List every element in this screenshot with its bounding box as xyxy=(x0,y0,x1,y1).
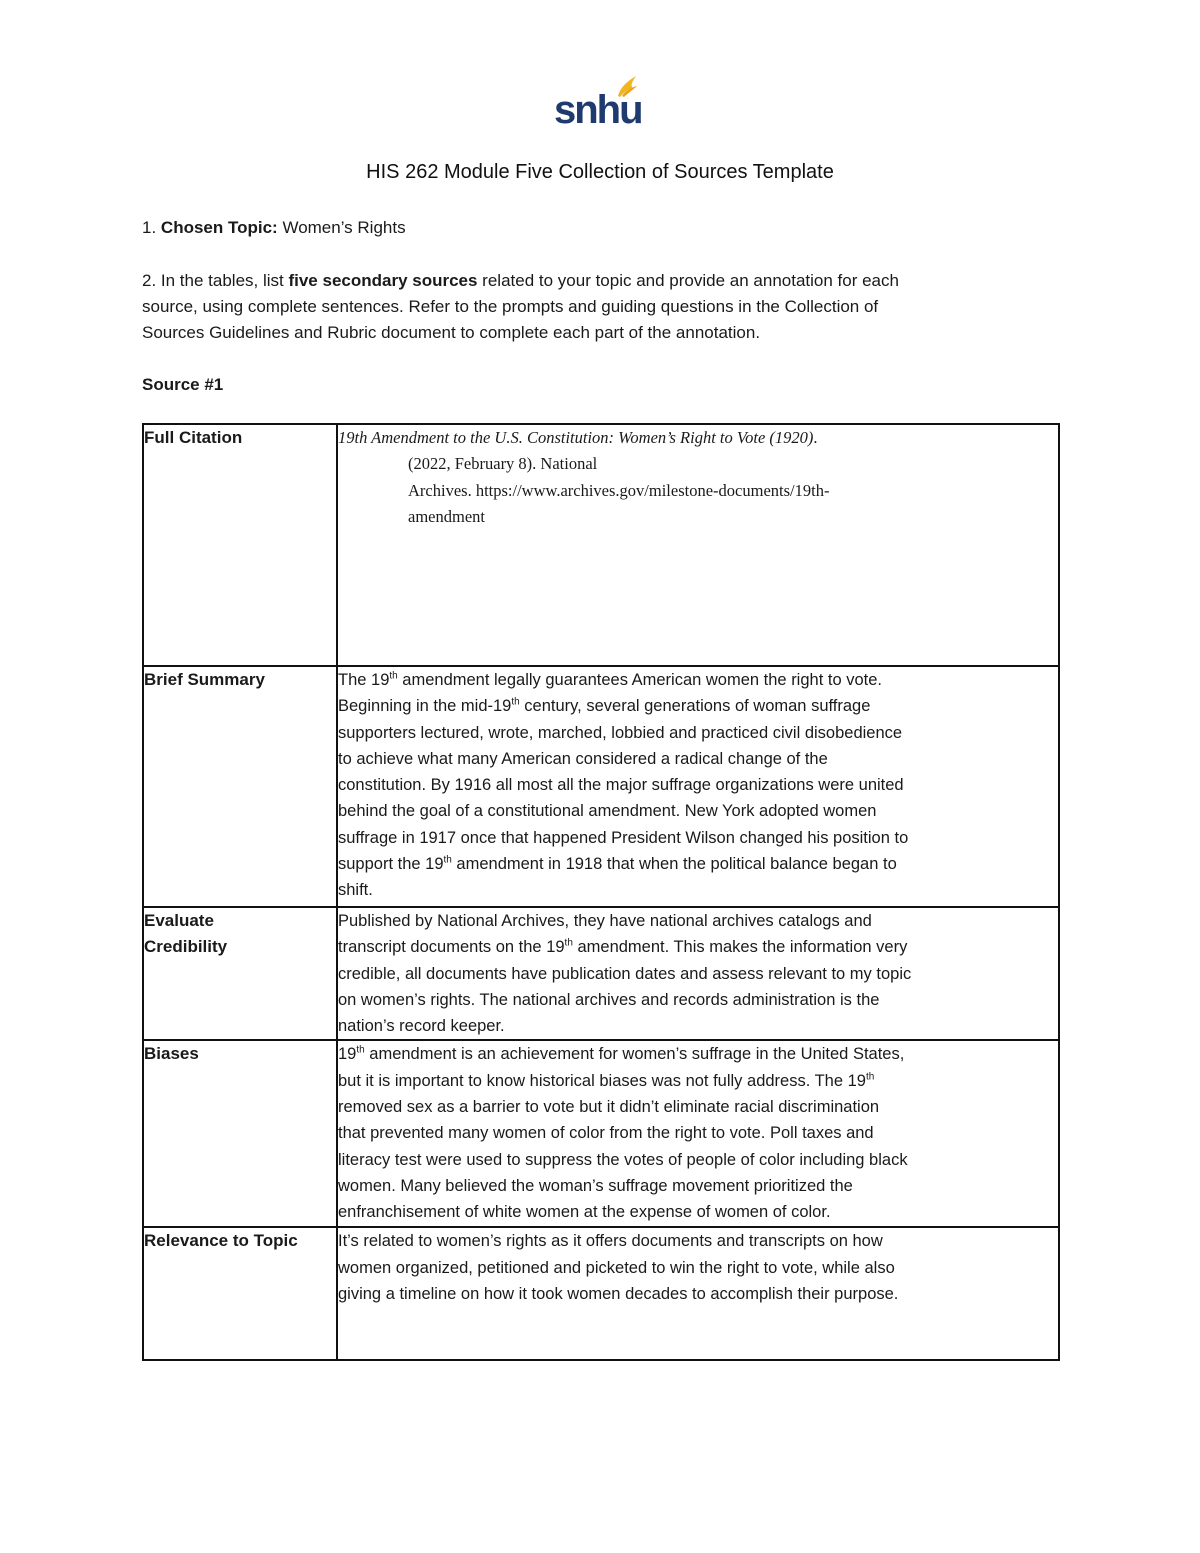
relevance-line: giving a timeline on how it took women decades to accomplish their purpose. xyxy=(338,1285,899,1304)
topic-number: 1. xyxy=(142,218,157,237)
citation-line: amendment xyxy=(408,506,485,526)
summary-content xyxy=(337,666,1059,907)
label-evaluate-credibility xyxy=(143,907,337,1040)
biases-content xyxy=(337,1040,1059,1227)
biases-line: literacy test were used to suppress the votes of people of color including black xyxy=(338,1150,908,1169)
row-label: Biases xyxy=(144,1044,199,1064)
text: 19 xyxy=(338,1045,357,1064)
relevance-line: It’s related to women’s rights as it offers documents and transcripts on how xyxy=(338,1232,883,1251)
text: century, several generations of woman suffrage xyxy=(519,697,871,716)
table-row-citation xyxy=(143,424,1059,666)
credibility-line: credible, all documents have publication dates and assess relevant to my topic xyxy=(338,964,912,983)
citation-content xyxy=(337,424,1059,666)
superscript: th xyxy=(356,1044,365,1056)
text: The 19 xyxy=(338,671,390,689)
biases-line: women. Many believed the woman’s suffrage movement prioritized the xyxy=(338,1176,853,1195)
text: Beginning in the mid-19 xyxy=(338,697,512,716)
biases-line: enfranchisement of white women at the expense of women of color. xyxy=(338,1203,831,1222)
summary-line xyxy=(338,667,1058,693)
snhu-logo xyxy=(554,74,644,134)
row-label: Relevance to Topic xyxy=(144,1231,298,1251)
snhu-logo-text: snhu xyxy=(554,88,642,132)
citation-punct: . xyxy=(813,428,818,447)
biases-line xyxy=(338,1041,1058,1067)
credibility-line: on women’s rights. The national archives and records administration is the xyxy=(338,990,880,1009)
label-biases xyxy=(143,1040,337,1227)
table-row-biases xyxy=(143,1040,1059,1227)
citation-line: (2022, February 8). National xyxy=(408,454,598,474)
citation-line: Archives. https://www.archives.gov/milestone-documents/19th- xyxy=(408,480,830,500)
summary-line xyxy=(338,851,1058,877)
biases-line: that prevented many women of color from the right to vote. Poll taxes and xyxy=(338,1124,874,1143)
text: but it is important to know historical biases was not fully address. The 19 xyxy=(338,1071,866,1090)
text: transcript documents on the 19 xyxy=(338,938,565,957)
summary-line: supporters lectured, wrote, marched, lobbied and practiced civil disobedience xyxy=(338,723,903,742)
summary-line: to achieve what many American considered a radical change of the xyxy=(338,749,828,768)
instructions-text: 2. In the tables, list xyxy=(142,271,289,290)
topic-value: Women’s Rights xyxy=(282,218,406,237)
summary-line: shift. xyxy=(338,881,373,900)
summary-line xyxy=(338,693,1058,719)
superscript: th xyxy=(511,696,520,708)
superscript: th xyxy=(564,937,573,949)
row-label: Evaluate xyxy=(144,911,214,930)
instructions-line xyxy=(142,268,1042,294)
row-label: Brief Summary xyxy=(144,670,265,689)
instructions-line: Sources Guidelines and Rubric document to complete each part of the annotation. xyxy=(142,323,761,342)
instructions-text: related to your topic and provide an annotation for each xyxy=(477,271,899,290)
summary-line: behind the goal of a constitutional amendment. New York adopted women xyxy=(338,802,877,821)
credibility-line: nation’s record keeper. xyxy=(338,1017,505,1036)
biases-line: removed sex as a barrier to vote but it didn’t eliminate racial discrimination xyxy=(338,1098,880,1117)
row-label: Credibility xyxy=(144,937,228,956)
text: support the 19 xyxy=(338,855,444,874)
chosen-topic xyxy=(142,216,1042,240)
relevance-content xyxy=(337,1227,1059,1360)
credibility-line xyxy=(338,934,1058,960)
instructions xyxy=(142,268,1042,346)
label-brief-summary xyxy=(143,666,337,907)
page-title: HIS 262 Module Five Collection of Sources Template xyxy=(366,161,834,183)
credibility-line: Published by National Archives, they have national archives catalogs and xyxy=(338,912,872,930)
label-full-citation xyxy=(143,424,337,666)
citation-title: 19th Amendment to the U.S. Constitution: Women’s Right to Vote (1920) xyxy=(338,428,814,447)
row-label: Full Citation xyxy=(144,428,243,447)
source-heading: Source #1 xyxy=(142,375,224,394)
summary-line: suffrage in 1917 once that happened President Wilson changed his position to xyxy=(338,828,909,847)
table-row-credibility xyxy=(143,907,1059,1040)
superscript: th xyxy=(389,670,398,682)
source-table xyxy=(142,423,1060,1361)
text: amendment is an achievement for women’s suffrage in the United States, xyxy=(364,1045,905,1064)
instructions-line: source, using complete sentences. Refer to the prompts and guiding questions in the Collection of xyxy=(142,297,879,316)
credibility-content xyxy=(337,907,1059,1040)
label-relevance-to-topic xyxy=(143,1227,337,1360)
instructions-emphasis: five secondary sources xyxy=(288,271,478,290)
summary-line: constitution. By 1916 all most all the major suffrage organizations were united xyxy=(338,776,904,795)
citation-line xyxy=(338,425,1058,451)
table-row-relevance xyxy=(143,1227,1059,1360)
text: amendment. This makes the information very xyxy=(572,938,908,957)
superscript: th xyxy=(865,1071,875,1083)
text: amendment in 1918 that when the political balance began to xyxy=(451,855,897,874)
table-row-summary xyxy=(143,666,1059,907)
biases-line xyxy=(338,1068,1058,1094)
topic-label: Chosen Topic: xyxy=(160,218,278,237)
superscript: th xyxy=(443,854,452,866)
text: amendment legally guarantees American women the right to vote. xyxy=(397,671,882,689)
relevance-line: women organized, petitioned and picketed to win the right to vote, while also xyxy=(338,1258,895,1277)
